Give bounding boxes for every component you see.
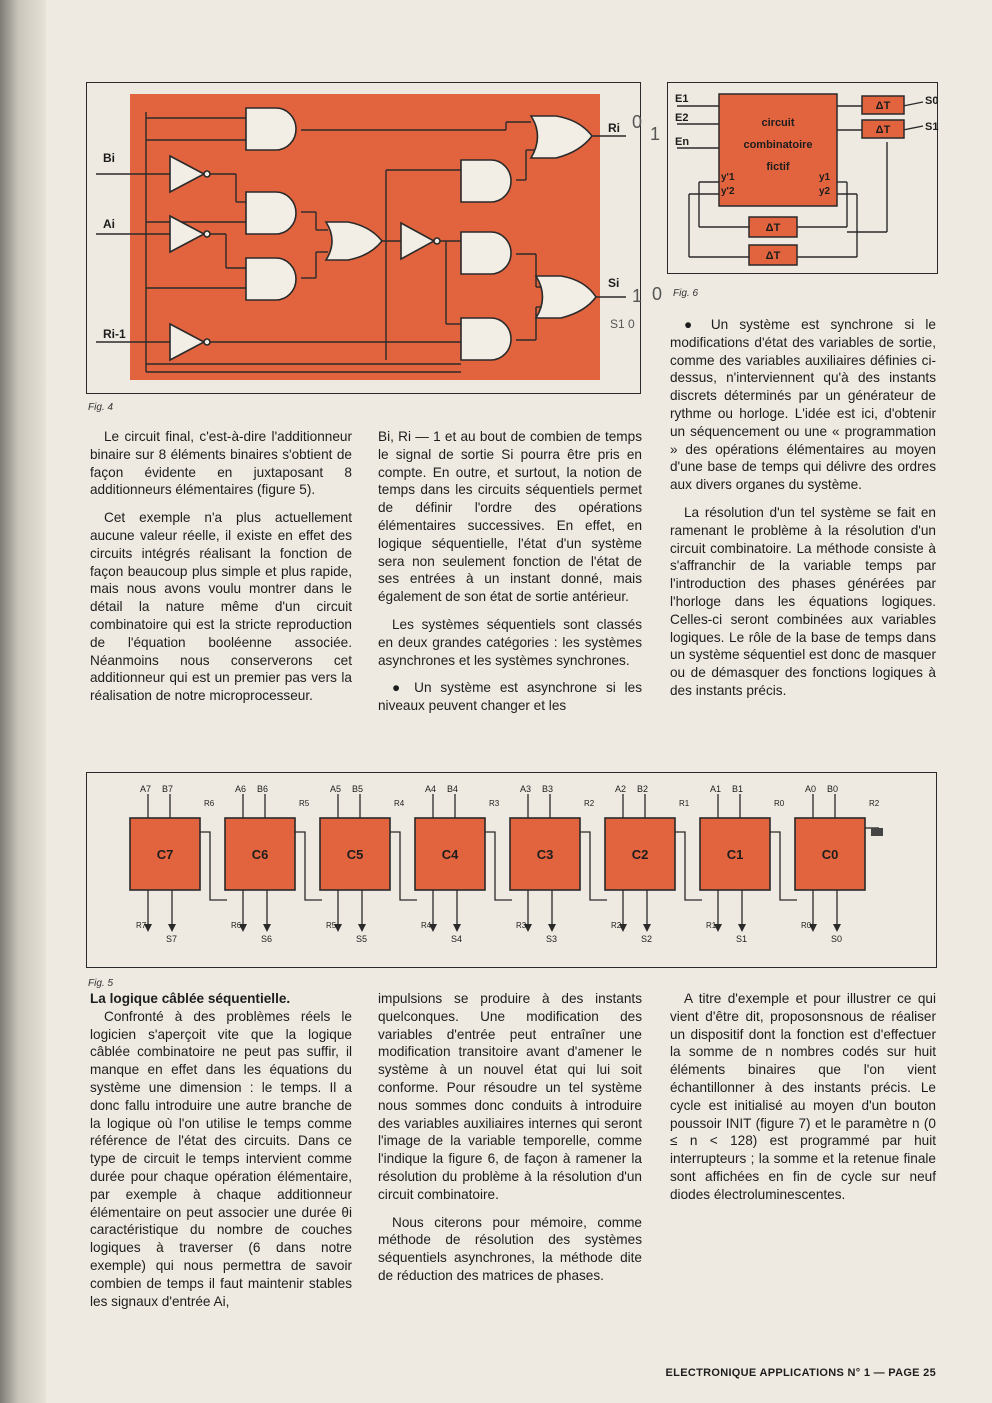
fig5-block-label-c7: C7 bbox=[156, 847, 174, 862]
fig5-label-rout-c0: R0 bbox=[801, 921, 812, 930]
paragraph-phase-matrices: Nous citerons pour mémoire, comme méthode de résolution des systèmes séquentiels asynchrones, la méthode dite de réduction des matrices de phases. bbox=[378, 1214, 642, 1283]
fig5-ground-icon bbox=[871, 828, 883, 836]
fig5-label-b-c1: B1 bbox=[732, 784, 744, 794]
column-2-top bbox=[378, 428, 642, 725]
column-3-top bbox=[670, 316, 936, 710]
fig5-label-s-c6: S6 bbox=[261, 934, 273, 944]
fig5-carry-link-c7 bbox=[200, 832, 227, 900]
paragraph-impulsions: impulsions se produire à des instants quelconques. Une modification des variables d'entrée peut entraîner une modification transitoire avant d'amener le système à un nouvel état qui lui soit conforme. Pour résoudre un tel système nous sommes donc conduits à introduire des variables auxiliaires internes qui seront l'image de la variable temporelle, comme l'indique la figure 6, de façon à ramener la résolution du problème à la résolution d'un circuit combinatoire. bbox=[378, 991, 642, 1202]
fig6-caption: Fig. 6 bbox=[673, 288, 699, 299]
fig4-annot-1: 0 bbox=[632, 112, 643, 132]
fig4-annot-2: 1 bbox=[650, 124, 661, 144]
fig4-output-ri: Ri bbox=[608, 121, 620, 135]
paragraph-sequential-classes: Les systèmes séquentiels sont classés en deux grandes catégories : les systèmes asynchrones et les systèmes synchrones. bbox=[378, 616, 642, 668]
fig5-label-b-c0: B0 bbox=[827, 784, 839, 794]
fig5-label-rout-c2: R2 bbox=[611, 921, 622, 930]
fig5-label-rin-c5: R4 bbox=[394, 799, 405, 808]
fig4-and-4 bbox=[461, 160, 511, 202]
page-binding-shadow bbox=[0, 0, 46, 1403]
fig6-block-line-3: fictif bbox=[766, 161, 790, 173]
fig5-label-a-c5: A5 bbox=[330, 784, 342, 794]
fig5-arrow-s-c6 bbox=[263, 924, 271, 932]
fig6-aux-out-2: y2 bbox=[819, 186, 831, 197]
fig5-arrow-s-c5 bbox=[358, 924, 366, 932]
fig5-label-rout-c4: R4 bbox=[421, 921, 432, 930]
column-1-bottom bbox=[90, 990, 352, 1320]
fig5-carry-link-c5 bbox=[390, 832, 417, 900]
page-footer: ELECTRONIQUE APPLICATIONS N° 1 — PAGE 25 bbox=[665, 1367, 936, 1379]
fig5-carry-link-c3 bbox=[580, 832, 607, 900]
fig5-carry-link-c1 bbox=[770, 832, 797, 900]
fig4-output-si: Si bbox=[608, 276, 620, 290]
fig5-label-s-c3: S3 bbox=[546, 934, 558, 944]
fig5-label-rin-c3: R2 bbox=[584, 799, 595, 808]
fig6-delay-label-1: ΔT bbox=[875, 100, 891, 112]
fig4-annot-4: 1 bbox=[632, 286, 643, 306]
paragraph-example-device: A titre d'exemple et pour illustrer ce qui vient d'être dit, proposonsnous de réaliser un dispositif dont la fonction est d'effectuer la somme de n nombres codés sur huit éléments binaires que l'on vient échantillonner à des instants précis. Le cycle est initialisé au moyen d'un bouton poussoir INIT (figure 7) et le paramètre n (0 ≤ n < 128) est programmé par huit interrupteurs ; la somme et la retenue finale sont affichées en fin de cycle sur neuf diodes électroluminescentes. bbox=[670, 991, 936, 1202]
fig6-delay-label-2: ΔT bbox=[875, 124, 891, 136]
fig6-input-e2: E2 bbox=[675, 112, 689, 124]
fig5-label-a-c0: A0 bbox=[805, 784, 817, 794]
fig4-caption: Fig. 4 bbox=[88, 402, 114, 413]
column-3-bottom bbox=[670, 990, 936, 1214]
fig6-aux-out-1: y1 bbox=[819, 172, 831, 183]
fig5-block-label-c6: C6 bbox=[251, 847, 269, 862]
fig5-label-a-c7: A7 bbox=[140, 784, 152, 794]
fig5-label-s-c1: S1 bbox=[736, 934, 748, 944]
fig4-and-3 bbox=[246, 258, 296, 300]
fig4-input-ri-1: Ri-1 bbox=[103, 327, 126, 341]
fig6-aux-in-1: y'1 bbox=[721, 172, 735, 183]
fig4-annot-3: 0 bbox=[652, 284, 663, 304]
fig5-label-b-c5: B5 bbox=[352, 784, 364, 794]
fig5-arrow-s-c4 bbox=[453, 924, 461, 932]
fig5-label-s-c4: S4 bbox=[451, 934, 463, 944]
paragraph-asynchronous: ● Un système est asynchrone si les niveaux peuvent changer et les bbox=[378, 679, 642, 715]
fig4-input-ai: Ai bbox=[103, 217, 115, 231]
fig5-arrow-s-c7 bbox=[168, 924, 176, 932]
fig5-label-s-c2: S2 bbox=[641, 934, 653, 944]
fig5-label-rin-c6: R5 bbox=[299, 799, 310, 808]
fig6-input-en: En bbox=[675, 136, 690, 148]
paragraph-final-circuit: Le circuit final, c'est-à-dire l'additionneur binaire sur 8 éléments binaires s'obtient de façon évidente en juxtaposant 8 additionneurs élémentaires (figure 5). bbox=[90, 429, 352, 498]
fig4-annot-5: S1 0 bbox=[610, 317, 635, 331]
fig4-and-1 bbox=[246, 108, 296, 150]
fig5-adder-chain bbox=[86, 772, 946, 972]
fig6-output-s0: S0 bbox=[925, 95, 939, 107]
fig6-delay-label-3: ΔT bbox=[765, 222, 781, 234]
fig5-label-s-c5: S5 bbox=[356, 934, 368, 944]
fig4-and-6 bbox=[461, 318, 511, 360]
fig5-label-b-c7: B7 bbox=[162, 784, 174, 794]
fig5-label-b-c2: B2 bbox=[637, 784, 649, 794]
paragraph-time-notion: Bi, Ri — 1 et au bout de combien de temps le signal de sortie Si pourra être pris en compte. En outre, et surtout, la notion de temps dans les circuits séquentiels permet de définir l'ordre des opérations élémentaires successives. En effet, en logique séquentielle, l'état d'un système sera non seulement fonction de l'état de ses entrées à un instant donné, mais également de son état de sortie antérieur. bbox=[378, 429, 642, 605]
fig5-label-a-c2: A2 bbox=[615, 784, 627, 794]
fig5-label-a-c3: A3 bbox=[520, 784, 532, 794]
fig6-aux-in-2: y'2 bbox=[721, 186, 735, 197]
fig5-label-rin-c4: R3 bbox=[489, 799, 500, 808]
fig5-label-rout-c7: R7 bbox=[136, 921, 147, 930]
fig5-block-label-c4: C4 bbox=[441, 847, 459, 862]
fig5-label-b-c3: B3 bbox=[542, 784, 554, 794]
fig5-label-rin-c2: R1 bbox=[679, 799, 690, 808]
fig5-block-label-c3: C3 bbox=[536, 847, 554, 862]
fig4-and-5 bbox=[461, 232, 511, 274]
fig5-label-rout-c3: R3 bbox=[516, 921, 527, 930]
fig5-label-rin-c7: R6 bbox=[204, 799, 215, 808]
column-2-bottom bbox=[378, 990, 642, 1295]
fig5-label-b-c4: B4 bbox=[447, 784, 459, 794]
fig5-carry-link-c2 bbox=[675, 832, 702, 900]
fig4-and-2 bbox=[246, 192, 296, 234]
fig5-caption: Fig. 5 bbox=[88, 978, 114, 989]
paragraph-resolution: La résolution d'un tel système se fait en ramenant le problème à la résolution d'un circuit combinatoire. La méthode consiste à s'affranchir de la variable temps par l'introduction des phases générées par l'horloge dans les équations logiques. Celles-ci seront combinées aux variables logiques. Le rôle de la base de temps dans un système séquentiel est donc de masquer ou de démasquer des fonctions logiques à des instants précis. bbox=[670, 504, 936, 698]
fig5-arrow-s-c3 bbox=[548, 924, 556, 932]
fig6-sequential-model bbox=[667, 82, 957, 282]
fig5-label-rout-c5: R5 bbox=[326, 921, 337, 930]
paragraph-example: Cet exemple n'a plus actuellement aucune valeur réelle, il existe en effet des circuits intégrés réalisant la fonction de façon beaucoup plus simple et plus rapide, mais nous avons voulu montrer dans le détail la nature même d'un circuit combinatoire qui est la stricte reproduction de l'équation booléenne associée. Néanmoins nous conserverons cet additionneur qui est un premier pas vers la réalisation de notre microprocesseur. bbox=[90, 510, 352, 704]
fig5-block-label-c0: C0 bbox=[821, 847, 839, 862]
fig5-label-s-c0: S0 bbox=[831, 934, 843, 944]
fig5-label-a-c1: A1 bbox=[710, 784, 722, 794]
fig5-carry-link-c6 bbox=[295, 832, 322, 900]
fig5-label-s-c7: S7 bbox=[166, 934, 178, 944]
fig5-block-label-c2: C2 bbox=[631, 847, 649, 862]
fig5-label-rin-c1: R0 bbox=[774, 799, 785, 808]
fig6-input-e1: E1 bbox=[675, 93, 689, 105]
fig5-block-label-c5: C5 bbox=[346, 847, 364, 862]
paragraph-sequential-logic: Confronté à des problèmes réels le logicien s'aperçoit vite que la logique câblée combinatoire ne peut pas suffir, il manque en effet dans les équations du système une dimension : le temps. Il a donc fallu introduire une autre branche de la logique où l'on utilise le temps comme référence de l'état des circuits. Dans ce type de circuit le temps intervient comme durée pour chaque opération élémentaire, par exemple à chaque additionneur élémentaire on peut associer une durée θi caractéristique du nombre de couches logiques à traverser (6 dans notre exemple) qui nous permettra de savoir combien de temps il faut maintenir stables les signaux d'entrée Ai, bbox=[90, 1008, 352, 1309]
fig5-arrow-s-c0 bbox=[833, 924, 841, 932]
fig5-label-rout-c6: R6 bbox=[231, 921, 242, 930]
fig5-label-a-c4: A4 bbox=[425, 784, 437, 794]
fig5-label-rout-c1: R1 bbox=[706, 921, 717, 930]
fig4-logic-circuit bbox=[86, 82, 689, 402]
fig6-block-line-1: circuit bbox=[761, 117, 795, 129]
fig5-label-a-c6: A6 bbox=[235, 784, 247, 794]
fig5-block-label-c1: C1 bbox=[726, 847, 744, 862]
fig5-label-b-c6: B6 bbox=[257, 784, 269, 794]
column-1-top bbox=[90, 428, 352, 715]
fig5-carry-link-c4 bbox=[485, 832, 512, 900]
fig6-block-line-2: combinatoire bbox=[743, 139, 813, 151]
fig5-label-rin-c0: R2 bbox=[869, 799, 880, 808]
fig5-arrow-s-c1 bbox=[738, 924, 746, 932]
section-heading-sequential: La logique câblée séquentielle. bbox=[90, 991, 291, 1006]
fig4-input-bi: Bi bbox=[103, 151, 115, 165]
fig5-arrow-s-c2 bbox=[643, 924, 651, 932]
fig6-delay-label-4: ΔT bbox=[765, 250, 781, 262]
fig6-output-s1: S1 bbox=[925, 121, 939, 133]
paragraph-synchronous: ● Un système est synchrone si le modifications d'état des variables de sortie, comme des variables auxiliaires définies ci-dessus, n'interviennent qu'à des instants discrets déterminés par un générateur de rythme ou horloge. L'idée est ici, d'obtenir un séquencement ou une « programmation » des opérations élémentaires au moyen d'une base de temps qui délivre des ordres aux divers organes du système. bbox=[670, 316, 936, 494]
